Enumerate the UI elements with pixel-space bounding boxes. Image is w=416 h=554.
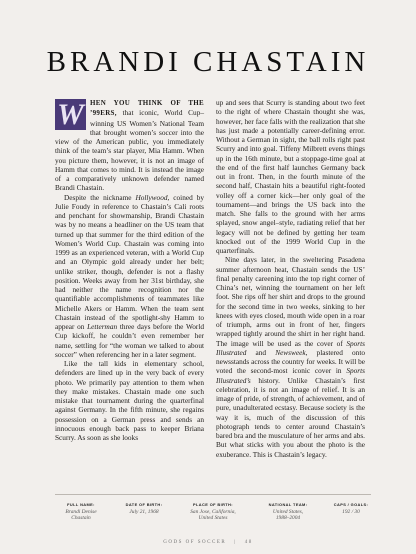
article-paragraph: up and sees that Scurry is standing about two feet to the right of where Chastain thought she was, however, her face falls with the realization that she has just made a potentially career-defining error. Without a German in sight, the ball rolls right past Scurry and into goal. Tiffeny Milbrett evens things up in the 16th minute, but a stoppage-time goal at the end of the first half launches Germany back out in front. Then, in the fourth minute of the second half, Chastain hits a beautiful right-footed volley off a corner kick—her only goal of the tournament—and brings the US back into the match. She falls to the ground with her arms splayed, snow angel–style, radiating relief that her legacy will not be defined by getting her team knocked out of the 1999 World Cup in the quarterfinals.	[216, 98, 365, 255]
book-title: GODS OF SOCCER	[163, 540, 227, 545]
fact-full-name	[55, 502, 107, 526]
fact-label: CAPS / GOALS:	[333, 502, 369, 507]
drop-cap-letter: W	[57, 97, 84, 131]
article-paragraph	[55, 98, 204, 193]
article-paragraph	[55, 193, 204, 360]
paragraph-text: , coined by Julie Foudy in reference to Chastain’s Cali roots and penchant for showmanship, Brandi Chastain was by no means a headliner on the US team that turned up that summer for the third edition of the Women’s World Cup. Chastain was coming into 1999 as an experienced veteran, with a World Cup and an Olympic gold already under her belt; unlike striker, though, defender is not a flashy position. Weeks away from her 31st birthday, she had neither the name recognition nor the quantifiable accomplishments of teammates like Michelle Akers or Hamm. When the team sent Chastain instead of the spotlight-shy Hamm to appear on	[55, 192, 204, 331]
page-title: BRANDI CHASTAIN	[46, 46, 370, 78]
fact-caps-goals	[331, 502, 371, 526]
paragraph-text: , plastered onto newsstands across the country for weeks. It will be voted the second-most iconic cover in	[216, 347, 365, 376]
fact-label: NATIONAL TEAM:	[268, 502, 308, 507]
paragraph-text: and	[246, 347, 276, 357]
drop-cap	[55, 99, 86, 130]
fact-value: San Jose, California, United States	[190, 509, 236, 522]
magazine-italic: Newsweek	[275, 347, 306, 357]
player-facts-bar	[55, 494, 371, 526]
fact-value: United States, 1988–2004	[272, 509, 304, 522]
fact-value: 192 / 30	[342, 509, 360, 515]
paragraph-text: history. Unlike Chastain’s first celebration, it is not an image of relief. It is an image of pride, of strength, of achievement, and of pure, unadulterated ecstasy. Because society is the way it is, much of the discussion of this photograph tends to center around Chastain’s bared bra and the musculature of her arms and abs. But what sticks with you about the photo is the exuberance. This is Chastain’s legacy.	[216, 375, 365, 459]
paragraph-text: Despite the nickname	[64, 192, 136, 202]
paragraph-text: Nine days later, in the sweltering Pasadena summer afternoon heat, Chastain sends the US’ final penalty careening into the top right corner of China’s net, winning the tournament on her left foot. She rips off her shirt and drops to the ground for the second time in two weeks, sinking to her knees with eyes closed, mouth wide open in a roar of triumph, arms out in front of her, fingers wrapped tightly around the shirt in her right hand. The image will be used as the cover of	[216, 255, 365, 348]
page-footer	[0, 540, 416, 545]
fact-label: DATE OF BIRTH:	[125, 502, 163, 507]
fact-value: July 21, 1968	[129, 509, 159, 515]
footer-divider: |	[234, 540, 237, 545]
article-column-left	[55, 98, 204, 443]
magazine-italic: Sports Illustrated’s	[216, 366, 365, 385]
paragraph-text: three days before the World Cup kickoff, he couldn’t even remember her name, settling for “the woman we talked to about soccer” when referencing her in a later segment.	[55, 322, 204, 359]
fact-place-of-birth	[181, 502, 245, 526]
article-paragraph: Like the tall kids in elementary school, defenders are lined up in the very back of every photo. We primarily pay attention to them when they make mistakes. Chastain made one such mistake that tournament during the quarterfinal against Germany. In the fifth minute, she regains possession on a German press and sends an innocuous enough back pass to keeper Briana Scurry. As soon as she looks	[55, 359, 204, 442]
show-title-italic: Letterman	[87, 322, 118, 331]
fact-date-of-birth	[118, 502, 170, 526]
fact-label: FULL NAME:	[67, 502, 95, 507]
paragraph-text: that iconic, World Cup–winning US Women’s National Team that brought women’s soccer into the view of the American public, you immediately think of the team’s star player, Mia Hamm. When you picture them, however, it is not an image of Hamm that comes to mind. It is instead the image of a comparatively unknown defender named Brandi Chastain.	[55, 108, 204, 193]
fact-label: PLACE OF BIRTH:	[193, 502, 233, 507]
article-paragraph	[216, 255, 365, 459]
fact-national-team	[256, 502, 320, 526]
article-body	[55, 97, 365, 459]
page-number: 48	[244, 540, 253, 545]
nickname-italic: Hollywood	[135, 192, 168, 202]
fact-value: Brandi Denise Chastain	[65, 509, 97, 522]
article-column-right	[216, 98, 365, 459]
lead-in-caps: HEN YOU THINK OF THE ’99ERS,	[90, 99, 204, 118]
magazine-italic: Sports Illustrated	[216, 338, 365, 357]
